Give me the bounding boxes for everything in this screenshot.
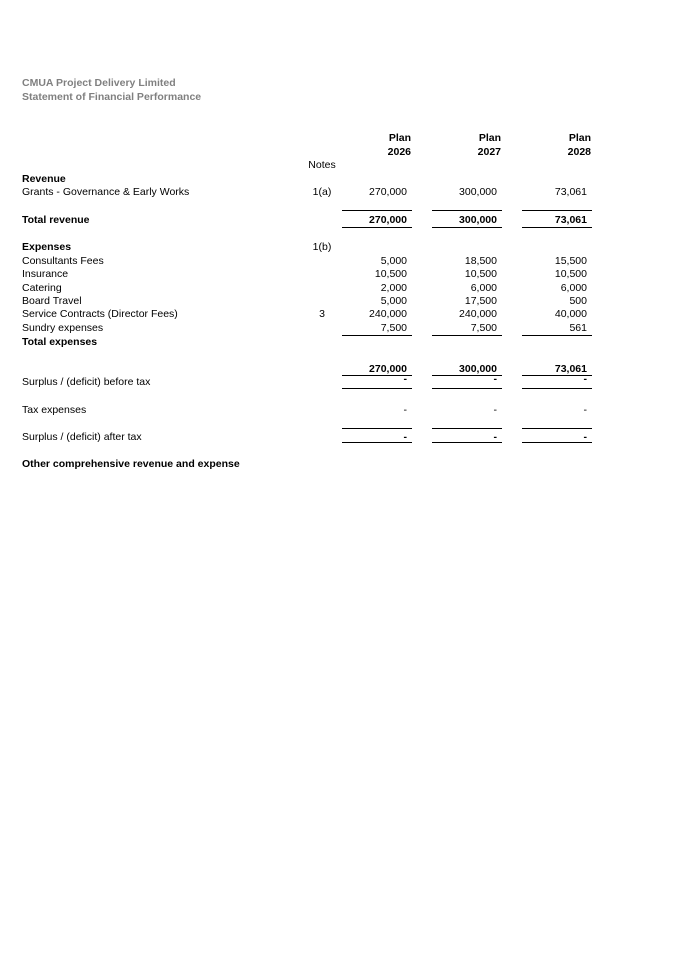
cell-2028: 500 — [569, 295, 587, 307]
other-comprehensive-row — [0, 457, 675, 471]
row-label: Insurance — [22, 268, 69, 280]
divider — [342, 388, 412, 389]
divider — [522, 227, 592, 228]
notes-header-row — [0, 158, 675, 172]
row-label: Catering — [22, 282, 62, 294]
cell-2028: 15,500 — [554, 255, 587, 267]
divider — [522, 428, 592, 429]
cell-2028: 73,061 — [554, 214, 587, 226]
col-2026-year: 2026 — [387, 146, 411, 158]
revenue-heading: Revenue — [22, 173, 66, 185]
expenses-heading-row — [0, 240, 675, 254]
cell-2027: - — [493, 431, 497, 443]
expenses-heading: Expenses — [22, 241, 72, 253]
cell-2026: 2,000 — [380, 282, 407, 294]
cell-2026: - — [403, 373, 407, 385]
col-2027-plan: Plan — [478, 132, 501, 144]
row-label: Tax expenses — [22, 404, 87, 416]
col-2028-year: 2028 — [567, 146, 591, 158]
table-row — [0, 281, 675, 295]
cell-2027: 10,500 — [464, 268, 497, 280]
divider — [432, 442, 502, 443]
table-row — [0, 254, 675, 268]
company-name: CMUA Project Delivery Limited — [22, 77, 176, 89]
divider — [432, 388, 502, 389]
table-row — [0, 307, 675, 321]
divider — [342, 227, 412, 228]
row-label: Consultants Fees — [22, 255, 104, 267]
total-revenue-row — [0, 213, 675, 227]
row-label: Grants - Governance & Early Works — [22, 186, 190, 198]
tax-row — [0, 403, 675, 417]
cell-2028: - — [583, 431, 587, 443]
total-expenses-label-row — [0, 335, 675, 349]
row-label: Sundry expenses — [22, 322, 104, 334]
row-label: Surplus / (deficit) before tax — [22, 376, 151, 388]
cell-2027: 300,000 — [459, 186, 497, 198]
row-label: Total revenue — [22, 214, 90, 226]
cell-2026: 7,500 — [380, 322, 407, 334]
row-note: 1(b) — [312, 241, 332, 253]
cell-2026: 270,000 — [369, 363, 407, 375]
surplus-before-tax-row — [0, 375, 675, 389]
divider — [522, 388, 592, 389]
divider — [342, 442, 412, 443]
col-2028-plan: Plan — [568, 132, 591, 144]
row-note: 1(a) — [312, 186, 332, 198]
cell-2026: - — [403, 404, 407, 416]
cell-2027: 18,500 — [464, 255, 497, 267]
cell-2028: 73,061 — [554, 363, 587, 375]
cell-2027: 17,500 — [464, 295, 497, 307]
cell-2028: 6,000 — [560, 282, 587, 294]
cell-2028: 10,500 — [554, 268, 587, 280]
cell-2026: 10,500 — [374, 268, 407, 280]
cell-2028: - — [583, 373, 587, 385]
row-label: Total expenses — [22, 336, 98, 348]
cell-2028: - — [583, 404, 587, 416]
cell-2028: 40,000 — [554, 308, 587, 320]
row-label: Other comprehensive revenue and expense — [22, 458, 240, 470]
row-label: Surplus / (deficit) after tax — [22, 431, 142, 443]
cell-2028: 561 — [569, 322, 587, 334]
divider — [342, 210, 412, 211]
cell-2027: - — [493, 404, 497, 416]
cell-2027: 6,000 — [470, 282, 497, 294]
row-label: Board Travel — [22, 295, 82, 307]
divider — [342, 428, 412, 429]
divider — [432, 227, 502, 228]
col-2026-plan: Plan — [388, 132, 411, 144]
table-row — [0, 321, 675, 335]
table-row — [0, 294, 675, 308]
cell-2027: 300,000 — [459, 214, 497, 226]
row-label: Service Contracts (Director Fees) — [22, 308, 178, 320]
cell-2027: 240,000 — [459, 308, 497, 320]
divider — [522, 210, 592, 211]
cell-2026: 240,000 — [369, 308, 407, 320]
cell-2027: 300,000 — [459, 363, 497, 375]
cell-2026: 270,000 — [369, 186, 407, 198]
divider — [432, 428, 502, 429]
row-note: 3 — [319, 308, 325, 320]
cell-2027: - — [493, 373, 497, 385]
divider — [522, 442, 592, 443]
col-2027-year: 2027 — [477, 146, 501, 158]
cell-2027: 7,500 — [470, 322, 497, 334]
table-row — [0, 267, 675, 281]
revenue-heading-row — [0, 172, 675, 186]
cell-2026: - — [403, 431, 407, 443]
cell-2026: 5,000 — [380, 255, 407, 267]
cell-2026: 5,000 — [380, 295, 407, 307]
cell-2026: 270,000 — [369, 214, 407, 226]
notes-header: Notes — [308, 159, 336, 171]
table-row — [0, 185, 675, 199]
cell-2028: 73,061 — [554, 186, 587, 198]
divider — [432, 210, 502, 211]
statement-title: Statement of Financial Performance — [22, 91, 202, 103]
